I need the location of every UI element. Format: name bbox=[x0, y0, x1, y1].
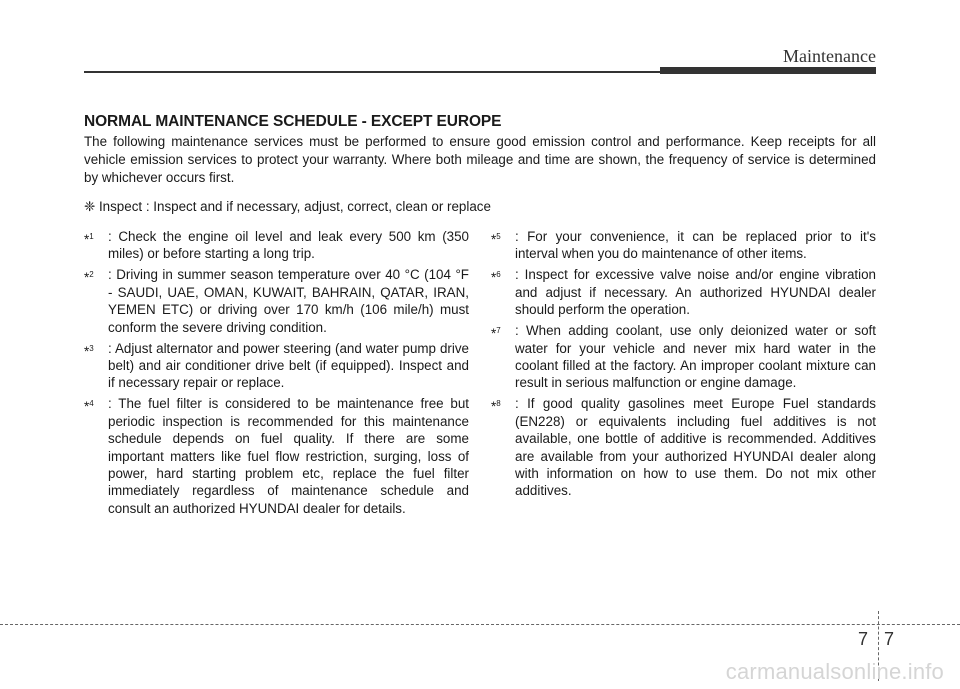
section-title: Maintenance bbox=[783, 46, 876, 66]
footnote-text: : The fuel filter is considered to be maintenance free but periodic inspection is recommended for this maintenance schedule depends on fuel quality. If there are some important matters like fuel flow restriction, surging, loss of power, hard starting problem etc, replace the fuel filter immediately regardless of maintenance schedule and consult an authorized HYUNDAI dealer for details. bbox=[108, 396, 469, 516]
chapter-number: 7 bbox=[858, 629, 869, 649]
footnote-text: : Check the engine oil level and leak every 500 km (350 miles) or before starting a long trip. bbox=[108, 229, 469, 262]
header-rule bbox=[84, 71, 660, 73]
footnote-text: : Inspect for excessive valve noise and/or engine vibration and adjust if necessary. An authorized HYUNDAI dealer should perform the operation. bbox=[515, 267, 876, 318]
footnote-marker: *$^7$ bbox=[491, 326, 501, 342]
footnote-marker: *$^4$ bbox=[84, 399, 94, 415]
footnote bbox=[84, 228, 469, 263]
footnote-text: : If good quality gasolines meet Europe Fuel standards (EN228) or equivalents including fuel additives is not available, one bottle of additive is recommended. Additives are available from your authorized HYUNDAI dealer along with information on how to use them. Do not mix other additives. bbox=[515, 396, 876, 499]
footnote bbox=[84, 266, 469, 336]
notes-right-column bbox=[491, 228, 876, 503]
footnote bbox=[84, 340, 469, 392]
footnote-marker: *$^3$ bbox=[84, 343, 94, 359]
page-number: 7 bbox=[884, 629, 895, 649]
footnote-marker: *$^5$ bbox=[491, 232, 501, 247]
footnote-marker: *$^2$ bbox=[84, 270, 94, 286]
footnote-text: : When adding coolant, use only deionized water or soft water for your vehicle and never mix hard water in the coolant filled at the factory. An improper coolant mixture can result in serious malfunction or engine damage. bbox=[515, 323, 876, 391]
inspect-note: ❈ Inspect : Inspect and if necessary, adjust, correct, clean or replace bbox=[84, 199, 491, 214]
header-rule-accent bbox=[660, 67, 876, 74]
footnote-marker: *$^8$ bbox=[491, 399, 501, 415]
footnote bbox=[84, 395, 469, 517]
page-heading: NORMAL MAINTENANCE SCHEDULE - EXCEPT EUROPE bbox=[84, 113, 502, 130]
footer-divider bbox=[0, 624, 960, 625]
footnote bbox=[491, 395, 876, 499]
footnote-marker: *$^6$ bbox=[491, 270, 501, 286]
footnote bbox=[491, 228, 876, 263]
notes-left-column bbox=[84, 228, 469, 521]
intro-paragraph: The following maintenance services must be performed to ensure good emission control and performance. Keep receipts for all vehicle emission services to protect your warranty. Where both mileage and time are shown, the frequency of service is determined by whichever occurs first. bbox=[84, 134, 876, 185]
footnote-text: : Adjust alternator and power steering (and water pump drive belt) and air conditioner drive belt (if equipped). Inspect and if necessary repair or replace. bbox=[108, 340, 469, 391]
footnote-text: : For your convenience, it can be replaced prior to it's interval when you do maintenance of other items. bbox=[515, 229, 876, 262]
footnote bbox=[491, 266, 876, 318]
watermark: carmanualsonline.info bbox=[725, 659, 944, 684]
footnote-text: : Driving in summer season temperature over 40 °C (104 °F - SAUDI, UAE, OMAN, KUWAIT, BAHRAIN, QATAR, IRAN, YEMEN ETC) or driving over 170 km/h (106 mile/h) must conform the severe driving condition. bbox=[108, 267, 469, 335]
footnote-marker: *$^1$ bbox=[84, 232, 94, 247]
footnote bbox=[491, 322, 876, 392]
